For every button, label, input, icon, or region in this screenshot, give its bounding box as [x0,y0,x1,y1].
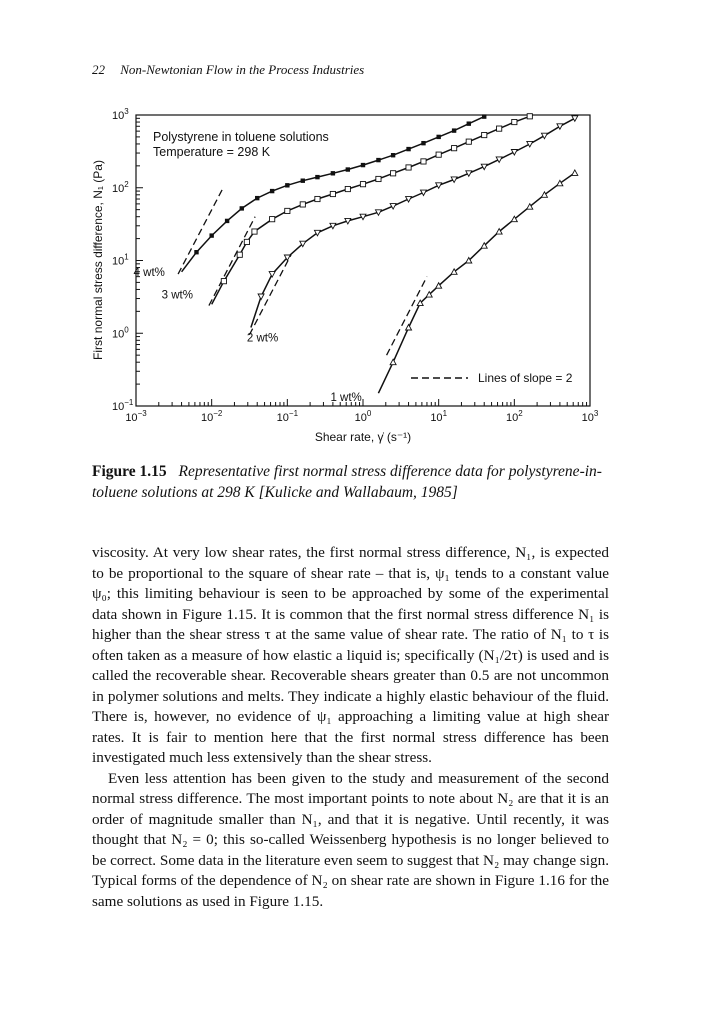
data-point [285,208,290,213]
y-tick-label: $10^0$ [112,325,129,341]
data-point [390,359,396,365]
x-tick-label: $10^0$ [354,409,372,424]
series-3 [247,116,578,345]
data-point [346,167,350,171]
data-point [221,279,226,284]
series-curve [251,118,575,327]
data-point [527,114,532,119]
body-text [92,543,609,912]
data-point [360,182,365,187]
data-point [497,126,502,131]
data-point [361,163,365,167]
data-point [255,196,259,200]
x-tick-label: $10^{-1}$ [276,409,299,424]
data-point [240,206,244,210]
figure-caption [92,461,612,503]
data-point [330,191,335,196]
data-point [406,147,410,151]
x-tick-label: $10^{-3}$ [125,409,147,424]
chart-title-line-2: Temperature = 298 K [153,145,271,159]
data-point [452,146,457,151]
reference-lines-layer [178,188,427,355]
data-point [436,152,441,157]
data-point [194,250,198,254]
y-axis-label: First normal stress difference, N₁ (Pa) [91,160,105,360]
series-label: 1 wt% [330,392,362,405]
book-title: Non-Newtonian Flow in the Process Industries [120,62,365,77]
data-point [391,153,395,157]
page-number: 22 [92,62,105,77]
series-label: 2 wt% [246,332,279,345]
x-tick-label: $10^{-2}$ [200,409,223,424]
series-label: 3 wt% [161,289,193,302]
data-point [391,171,396,176]
data-point [270,189,274,193]
y-tick-label: $10^3$ [112,107,129,122]
y-tick-label: $10^{-1}$ [112,398,134,413]
caption-text: Representative first normal stress difference data for polystyrene-in-toluene solutions at 298 K [Kulicke and Wallabaum, 1985] [92,463,602,501]
slope-2-reference-line [249,255,291,335]
running-header [92,62,364,78]
data-point [237,252,242,257]
data-point [527,141,533,147]
data-point [331,171,335,175]
data-point [225,219,229,223]
chart-title-line-1: Polystyrene in toluene solutions [153,130,329,144]
data-point [482,132,487,137]
x-axis-label: Shear rate, γ̇ (s⁻¹) [314,430,412,444]
data-point [406,165,411,170]
slope-2-reference-line [209,217,255,306]
legend-label: Lines of slope = 2 [478,371,573,385]
data-point [512,119,517,124]
data-point [421,159,426,164]
normal-stress-chart [86,104,606,449]
y-tick-label: $10^2$ [112,179,129,195]
data-point [345,186,350,191]
data-point [300,202,305,207]
slope-2-reference-line [387,277,427,356]
data-point [572,170,578,176]
caption-label: Figure 1.15 [92,463,167,480]
data-point [406,324,412,330]
series-4 [330,170,577,404]
data-point [436,135,440,139]
data-point [376,158,380,162]
series-curve [378,173,574,393]
data-point [452,128,456,132]
paragraph-2: Even less attention has been given to the study and measurement of the second normal stress difference. The most important points to note about N₂ are that it is an order of magnitude smaller than N₁, and that it is negative. Until recently, it was thought that N₂ = 0; this so-called Weissenberg hypothesis is no longer believed to be correct. Some data in the literature even seem to suggest that N₂ may change sign. Typical forms of the dependence of N₂ on shear rate are shown in Figure 1.16 for the same solutions as used in Figure 1.15. [92,769,609,910]
data-point [269,272,275,278]
x-tick-label: $10^2$ [505,409,523,424]
series-label: 4 wt% [133,266,165,279]
data-point [482,114,486,118]
data-point [376,176,381,181]
data-point [421,141,425,145]
data-point [301,178,305,182]
x-tick-label: $10^1$ [430,409,448,424]
data-point [466,139,471,144]
legend [411,371,573,385]
data-point [315,196,320,201]
data-point [315,175,319,179]
data-point [467,121,471,125]
y-tick-label: $10^1$ [112,252,129,268]
data-point [285,183,289,187]
data-point [270,217,275,222]
paragraph-1: viscosity. At very low shear rates, the first normal stress difference, N₁, is expected to be proportional to the square of shear rate – that is, ψ₁ tends to a constant value ψ₀; this limiting behaviour is seen to be approached by some of the experimental data shown in Figure 1.15. It is common that the first normal stress difference N₁ is higher than the shear stress τ at the same value of shear rate. The ratio of N₁ to τ is often taken as a measure of how elastic a liquid is; specifically (N₁/2τ) is used and is called the recoverable shear. Recoverable shears greater than 0.5 are not uncommon in polymer solutions and melts. They indicate a highly elastic behaviour of the fluid. There is, however, no evidence of ψ₁ approaching a limiting value at high shear rates. It is fair to mention here that the first normal stress difference has been investigated much less extensively than the shear stress. [92,544,609,766]
data-point [541,133,547,139]
data-point [252,229,257,234]
data-point [258,294,264,300]
data-point [244,239,249,244]
data-point [209,233,213,237]
x-tick-label: $10^3$ [581,409,599,424]
